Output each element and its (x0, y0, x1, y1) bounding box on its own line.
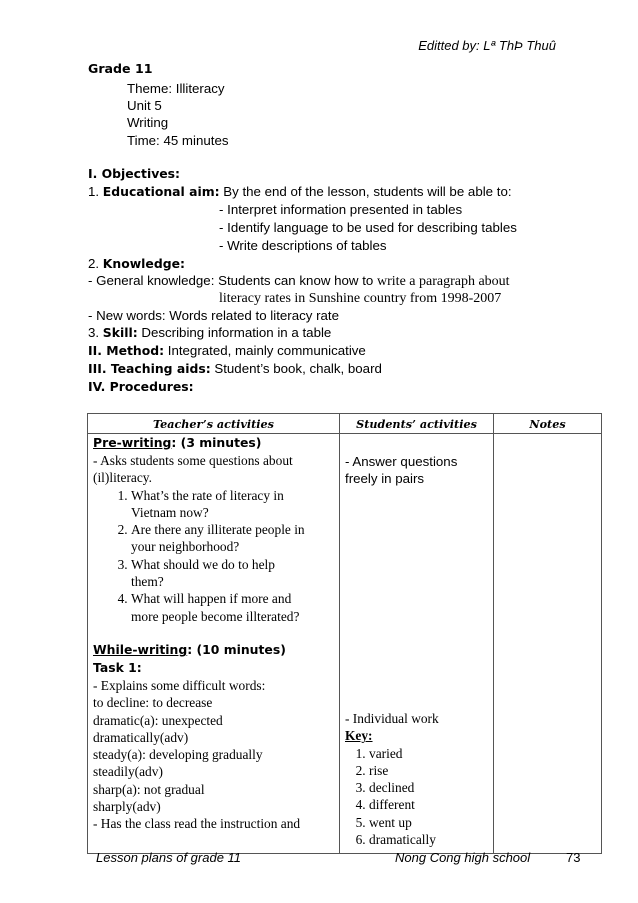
aim-item: - Write descriptions of tables (219, 238, 387, 253)
prewriting-time: : (3 minutes) (171, 435, 262, 450)
individual-work: - Individual work (345, 711, 439, 726)
aids-text: Student’s book, chalk, board (210, 361, 382, 376)
question-text: them? (131, 574, 164, 590)
vocab-line: to decline: to decrease (93, 695, 213, 711)
general-knowledge-cont: literacy rates in Sunshine country from 1998-2007 (219, 291, 502, 306)
skill-text: Describing information in a table (137, 325, 332, 340)
lesson-skill: Writing (127, 115, 169, 130)
key-block (345, 710, 439, 848)
list-item: 2. rise (369, 762, 439, 779)
knowledge-heading (88, 255, 185, 272)
list-item: 1. varied (369, 745, 439, 762)
ask-intro: - Asks students some questions about (93, 453, 293, 468)
method-label: II. Method: (88, 343, 165, 358)
table-row (88, 434, 602, 854)
whilewriting-heading (93, 641, 339, 659)
teacher-cell (88, 434, 340, 854)
instruction-line: - Has the class read the instruction and (93, 816, 301, 832)
header-students: Students’ activities (340, 414, 494, 434)
lesson-time: Time: 45 minutes (127, 133, 229, 148)
editor-credit: Editted by: Lª ThÞ Thuû (418, 38, 556, 53)
procedures-heading: IV. Procedures: (88, 379, 194, 394)
general-knowledge-serif: write a paragraph about (377, 274, 510, 289)
knowledge-label: Knowledge: (102, 256, 185, 271)
list-item: 4. different (369, 796, 439, 813)
page-number: 73 (566, 850, 581, 865)
list-item: 6. dramatically (369, 831, 439, 848)
vocab-line: dramatic(a): unexpected (93, 712, 223, 728)
list-item (131, 556, 339, 591)
whilewriting-time: : (10 minutes) (187, 641, 286, 657)
aim-label: Educational aim: (102, 184, 220, 199)
list-item (131, 590, 339, 625)
skill-line (88, 324, 331, 341)
whilewriting-label: While-writing (93, 641, 188, 657)
skill-number: 3. (88, 325, 103, 340)
vocab-line: sharply(adv) (93, 799, 161, 815)
students-cell (340, 434, 494, 854)
skill-label: Skill: (102, 325, 138, 340)
key-label: Key: (345, 728, 373, 744)
answer-line: freely in pairs (345, 471, 425, 486)
question-text: your neighborhood? (131, 539, 240, 555)
new-words: - New words: Words related to literacy rate (88, 308, 340, 323)
objectives-heading: I. Objectives: (88, 166, 181, 181)
aim-text: By the end of the lesson, students will be able to: (219, 184, 512, 199)
lesson-unit: Unit 5 (127, 98, 162, 113)
header-notes: Notes (494, 414, 602, 434)
list-item: 3. declined (369, 779, 439, 796)
procedures-table (87, 413, 602, 854)
question-text: Vietnam now? (131, 504, 209, 520)
list-item (131, 487, 339, 522)
question-text: What should we do to help (131, 556, 275, 572)
question-text: What’s the rate of literacy in (131, 487, 284, 503)
general-knowledge (88, 272, 510, 290)
prewriting-heading (93, 434, 339, 452)
answer-block (345, 453, 457, 487)
task-heading: Task 1: (93, 659, 142, 675)
method-text: Integrated, mainly communicative (164, 343, 366, 358)
question-text: Are there any illiterate people in (131, 522, 305, 538)
header-teacher: Teacher’s activities (88, 414, 340, 434)
vocab-line: dramatically(adv) (93, 729, 189, 745)
prewriting-label: Pre-writing (93, 435, 172, 450)
question-list (93, 487, 339, 625)
explain-line: - Explains some difficult words: (93, 677, 266, 693)
footer-title: Lesson plans of grade 11 (96, 850, 242, 865)
footer-school: Nong Cong high school (395, 850, 531, 865)
aim-item: - Identify language to be used for describing tables (219, 220, 517, 235)
question-text: more people become illterated? (131, 608, 300, 624)
vocab-line: steady(a): developing gradually (93, 747, 263, 763)
educational-aim (88, 183, 512, 200)
ask-intro-cont: (il)literacy. (93, 470, 152, 486)
answer-line: - Answer questions (345, 454, 458, 469)
aids-line (88, 360, 382, 377)
method-line (88, 342, 366, 359)
aim-item: - Interpret information presented in tables (219, 202, 463, 217)
key-list (345, 745, 439, 849)
aids-label: III. Teaching aids: (88, 361, 211, 376)
list-item (131, 521, 339, 556)
table-header-row (88, 414, 602, 434)
general-knowledge-text: - General knowledge: Students can know how to (88, 273, 378, 288)
question-text: What will happen if more and (131, 591, 292, 607)
grade-title: Grade 11 (88, 61, 153, 76)
vocab-line: steadily(adv) (93, 764, 163, 780)
lesson-theme: Theme: Illiteracy (127, 81, 225, 96)
aim-number: 1. (88, 184, 103, 199)
knowledge-number: 2. (88, 256, 103, 271)
list-item: 5. went up (369, 814, 439, 831)
vocab-line: sharp(a): not gradual (93, 781, 205, 797)
notes-cell (494, 434, 602, 854)
